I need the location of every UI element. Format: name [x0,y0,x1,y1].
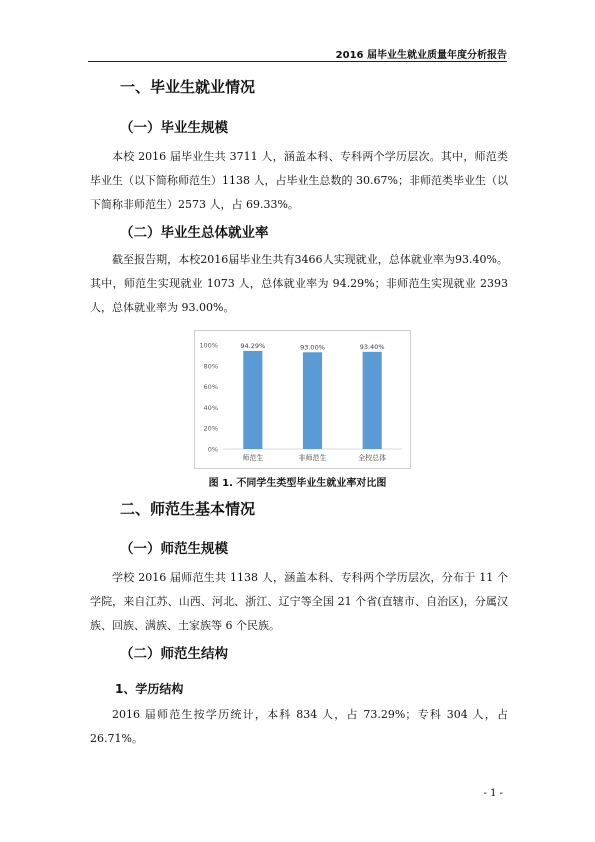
section1-sub2-paragraph: 截至报告期，本校2016届毕业生共有3466人实现就业，总体就业率为93.40%。其中，师范生实现就业 1073 人，总体就业率为 94.29%；非师范生实现就业 2393 人，总体就业率为 93.00%。 [90,253,508,314]
data-label: 93.40% [359,342,385,351]
y-tick-label: 80% [203,362,218,371]
y-tick-label: 60% [203,383,218,392]
x-category-label: 全校总体 [358,454,387,462]
y-tick-label: 40% [203,403,218,412]
y-tick-label: 0% [207,445,218,454]
section2-item1-paragraph: 2016 届师范生按学历统计，本科 834 人，占 73.29%；专科 304 人，占 26.71%。 [90,708,508,745]
section1-sub2-heading: （二）毕业生总体就业率 [120,225,269,241]
section2-heading: 二、师范生基本情况 [120,500,256,518]
section1-sub1-paragraph: 本校 2016 届毕业生共 3711 人，涵盖本科、专科两个学历层次。其中，师范类毕业生（以下简称师范生）1138 人，占毕业生总数的 30.67%；非师范类毕业生（以下简称非师范生）2573 人，占 69.33%。 [90,150,508,211]
page-number: - 1 - [483,788,503,799]
bar [243,351,262,449]
section2-sub1-heading: （一）师范生规模 [120,541,228,557]
data-label: 93.00% [300,343,325,352]
x-category-label: 师范生 [242,454,264,462]
figure-caption: 图 1. 不同学生类型毕业生就业率对比图 [208,478,387,489]
x-category-label: 非师范生 [298,454,327,462]
section2-sub2-heading: （二）师范生结构 [120,646,228,662]
section2-item1-heading: 1、学历结构 [115,682,184,696]
bar [363,352,382,449]
header-divider [88,61,507,62]
data-label: 94.29% [240,341,266,350]
y-tick-label: 100% [199,341,218,350]
section1-heading: 一、毕业生就业情况 [120,78,256,96]
employment-rate-chart [194,330,411,469]
y-tick-label: 20% [203,424,218,433]
section1-sub1-heading: （一）毕业生规模 [120,120,228,136]
report-header-title: 2016 届毕业生就业质量年度分析报告 [335,50,507,61]
section2-sub1-paragraph: 学校 2016 届师范生共 1138 人，涵盖本科、专科两个学历层次，分布于 11 个学院，来自江苏、山西、河北、浙江、辽宁等全国 21 个省(直辖市、自治区)，分属汉族、回族、满族、土家族等 6 个民族。 [90,571,508,632]
bar [303,352,322,449]
chart-canvas [195,331,410,468]
